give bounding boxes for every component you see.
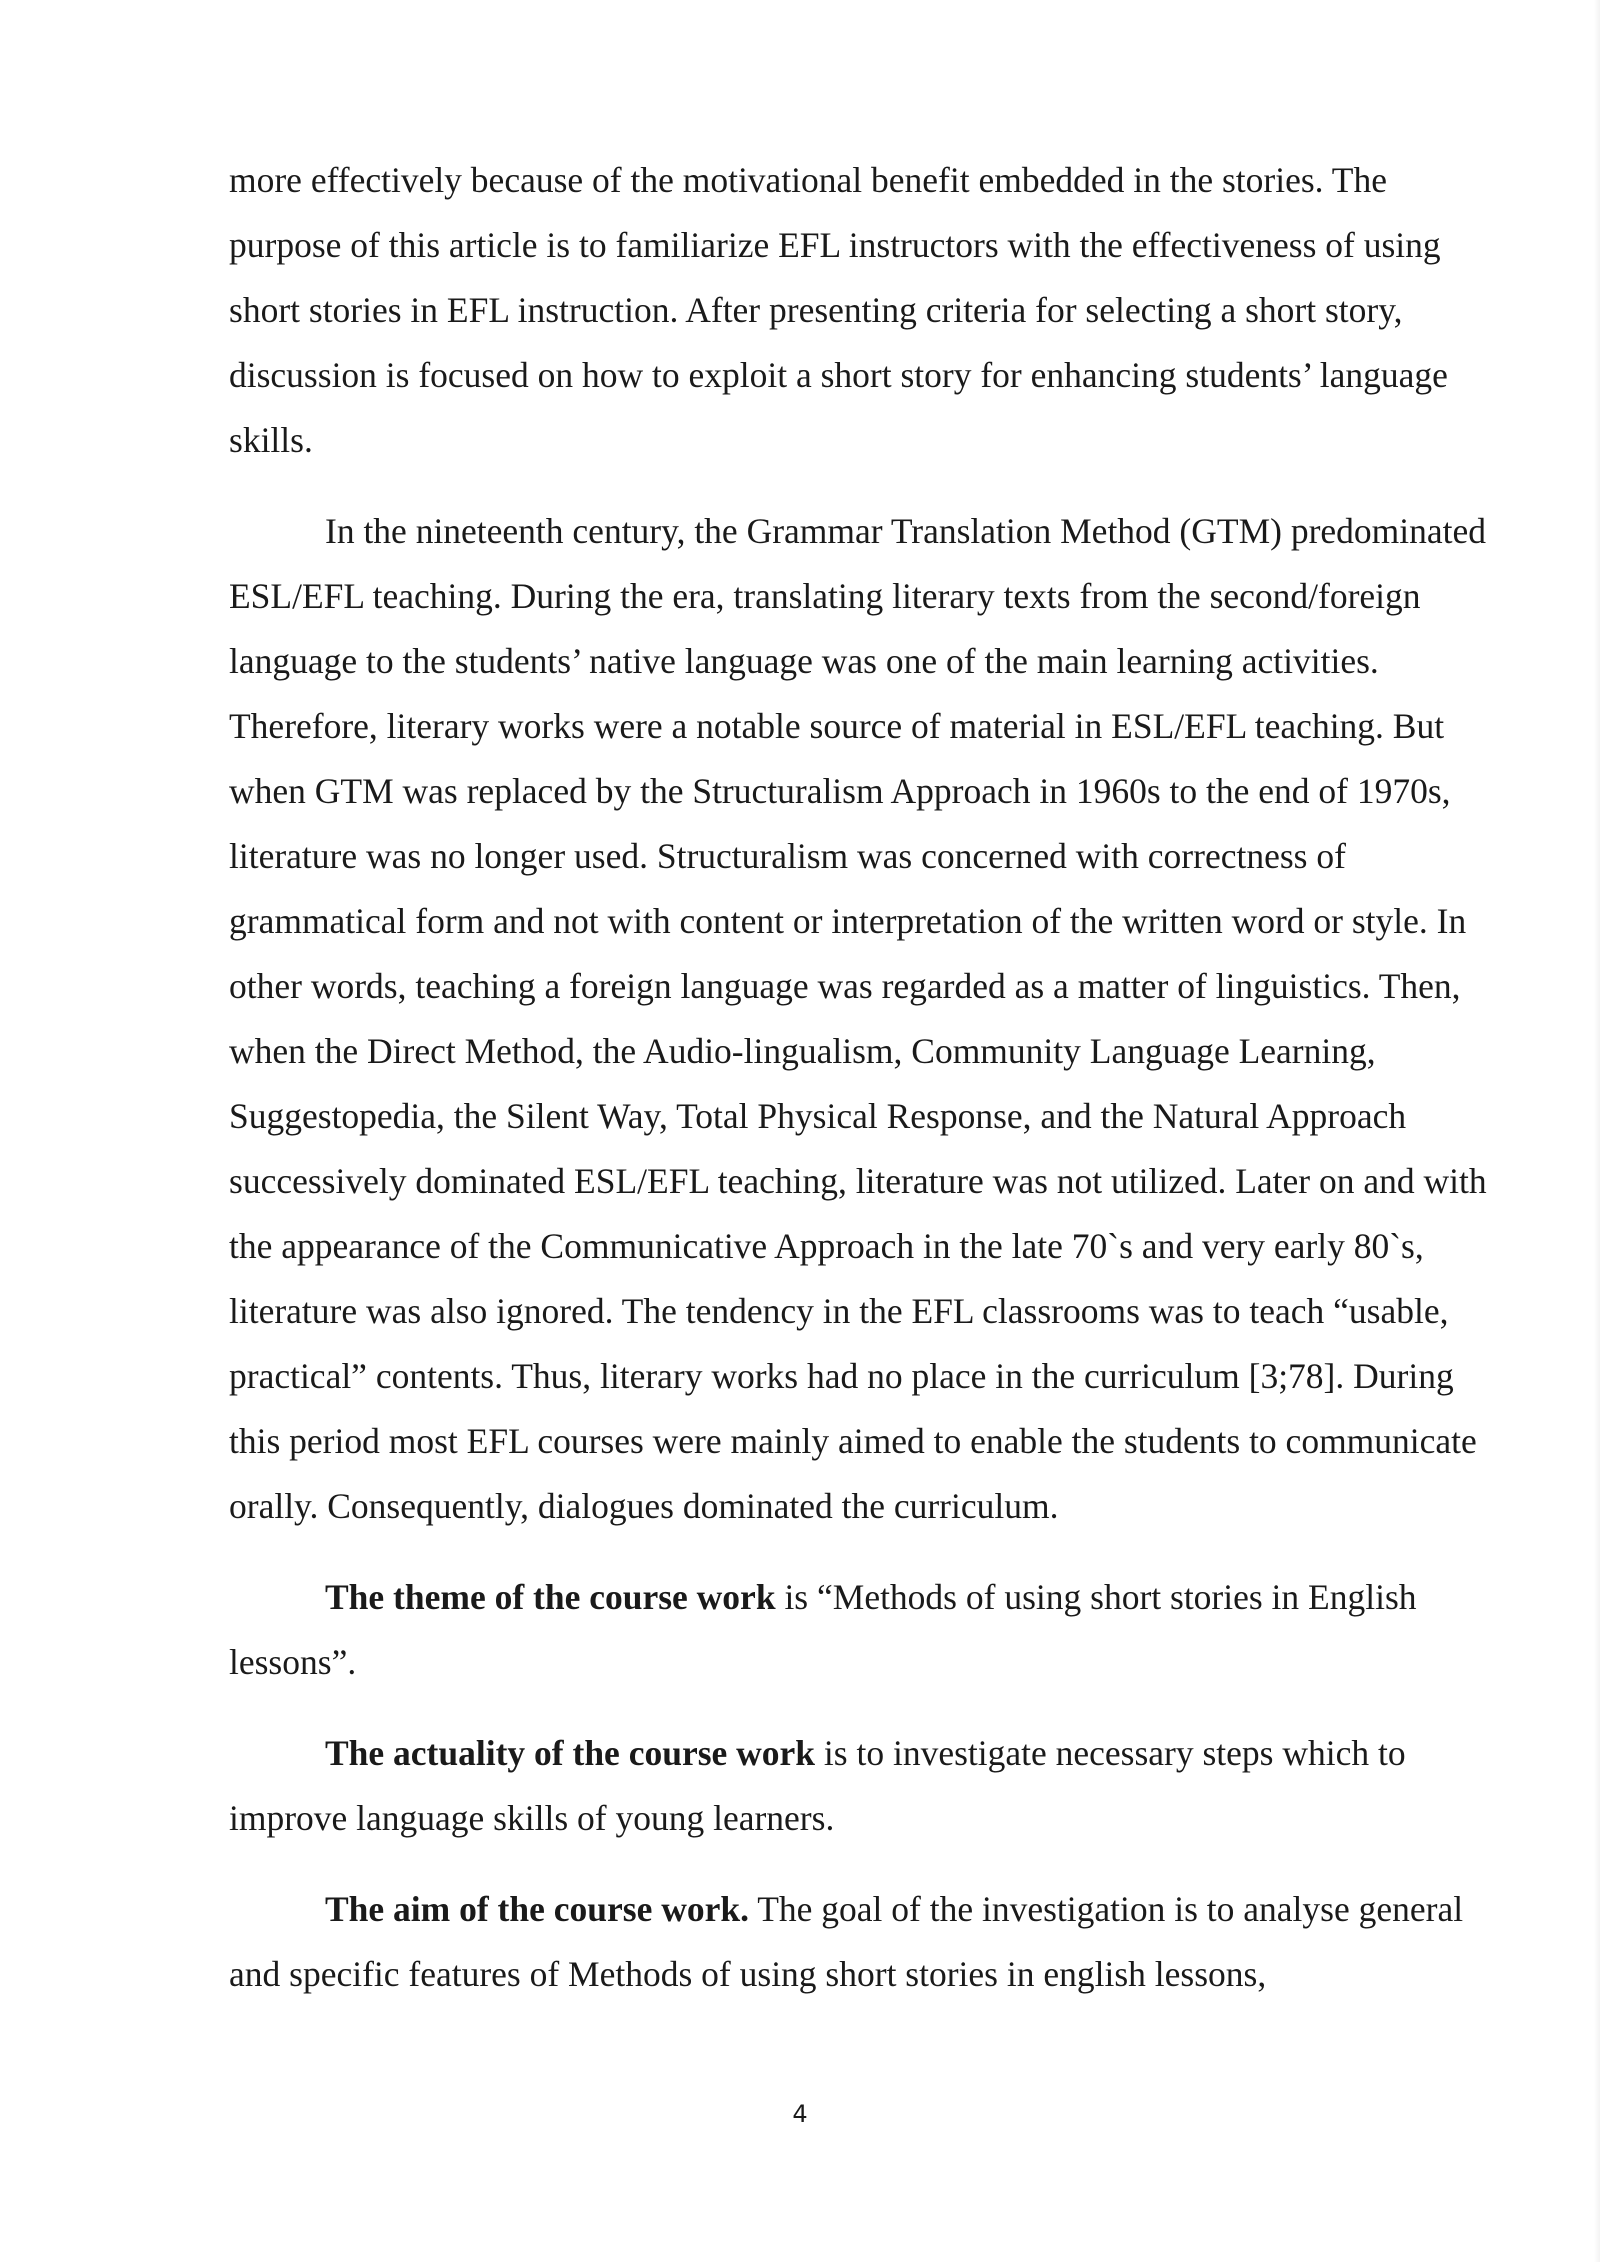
paragraph-intro-continuation [229,148,1487,473]
paragraph-actuality [229,1721,1487,1851]
paragraph-text: The goal of the investigation is to analyse general and specific features of Methods of using short stories in english lessons, [229,1889,1464,1994]
paragraph-lead: The aim of the course work. [325,1889,749,1929]
paragraph-aim [229,1877,1487,2007]
page-edge [1594,0,1600,2262]
page-number: 4 [792,2100,808,2128]
paragraph-lead: The theme of the course work [325,1577,776,1617]
paragraph-lead: The actuality of the course work [325,1733,816,1773]
paragraph-text: is “Methods of using short stories in English lessons”. [229,1577,1417,1682]
paragraph-text: is to investigate necessary steps which to improve language skills of young learners. [229,1733,1406,1838]
paragraph-text: In the nineteenth century, the Grammar Translation Method (GTM) predominated ESL/EFL teaching. During the era, translating literary texts from the second/foreign language to the students’ native language was one of the main learning activities. Therefore, literary works were a notable source of material in ESL/EFL teaching. But when GTM was replaced by the Structuralism Approach in 1960s to the end of 1970s, literature was no longer used. Structuralism was concerned with correctness of grammatical form and not with content or interpretation of the written word or style. In other words, teaching a foreign language was regarded as a matter of linguistics. Then, when the Direct Method, the Audio-lingualism, Community Language Learning, Suggestopedia, the Silent Way, Total Physical Response, and the Natural Approach successively dominated ESL/EFL teaching, literature was not utilized. Later on and with the appearance of the Communicative Approach in the late 70`s and very early 80`s, literature was also ignored. The tendency in the EFL classrooms was to teach “usable, practical” contents. Thus, literary works had no place in the curriculum [3;78]. During this period most EFL courses were mainly aimed to enable the students to communicate orally. Consequently, dialogues dominated the curriculum. [229,511,1487,1526]
paragraph-history [229,499,1487,1539]
paragraph-theme [229,1565,1487,1695]
paragraph-text: more effectively because of the motivational benefit embedded in the stories. The purpose of this article is to familiarize EFL instructors with the effectiveness of using short stories in EFL instruction. After presenting criteria for selecting a short story, discussion is focused on how to exploit a short story for enhancing students’ language skills. [229,160,1448,460]
body-text [229,148,1487,2007]
